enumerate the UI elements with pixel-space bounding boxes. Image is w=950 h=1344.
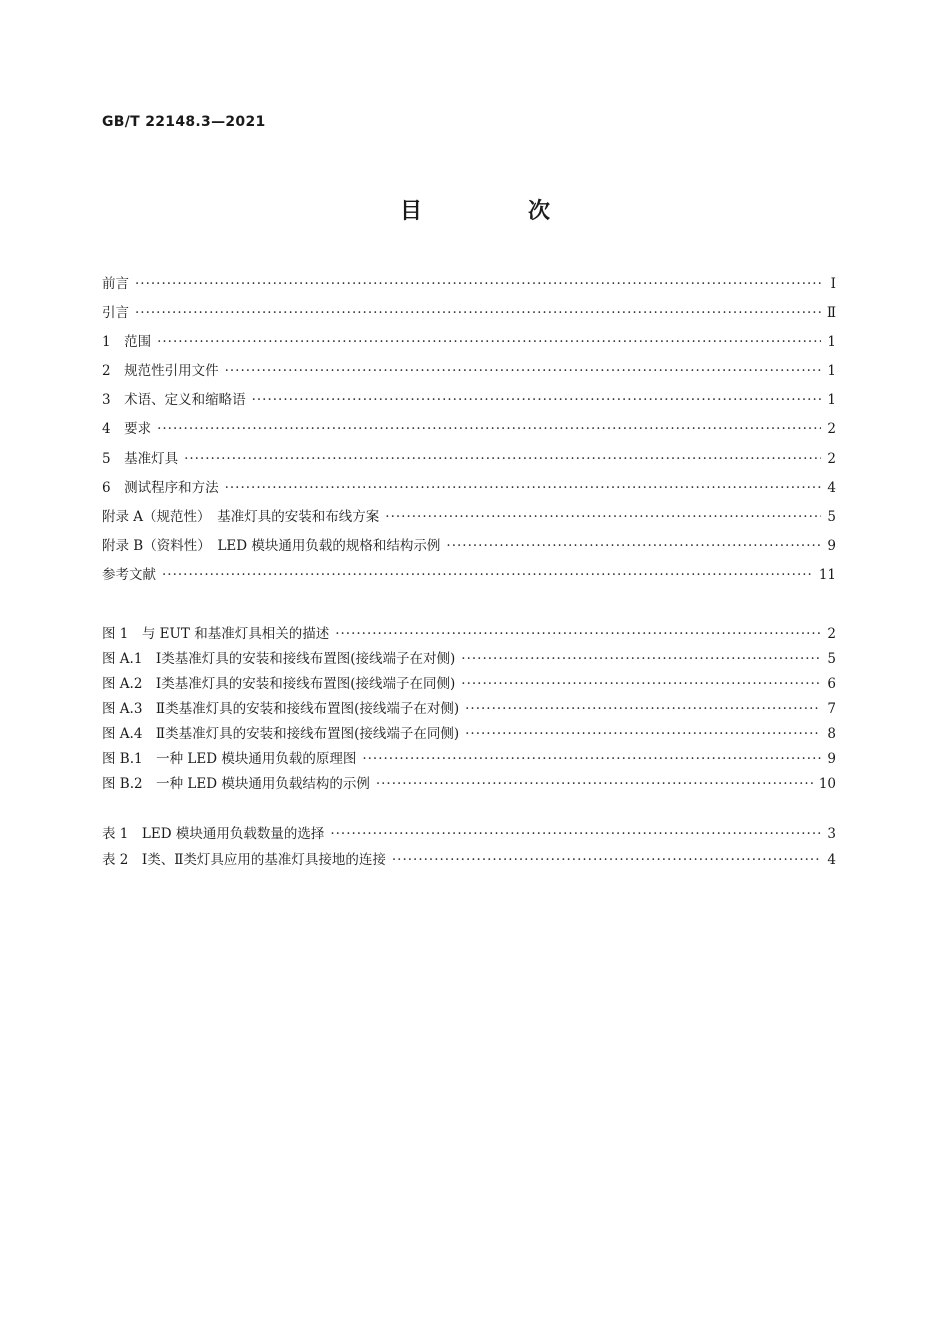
leader-dots: [362, 751, 821, 767]
toc-entry-label: 2 规范性引用文件: [102, 363, 219, 380]
document-code: GB/T 22148.3—2021: [102, 114, 266, 130]
leader-dots: [157, 421, 821, 437]
toc-entry-label: 4 要求: [102, 421, 152, 438]
leader-dots: [461, 676, 821, 692]
toc-entry[interactable]: [102, 509, 836, 538]
toc-entry[interactable]: [102, 480, 836, 509]
toc-figures-list: [102, 626, 836, 801]
toc-table-entry[interactable]: [102, 826, 836, 852]
toc-entry-page: 8: [827, 726, 836, 742]
toc-entry[interactable]: [102, 276, 836, 305]
toc-entry[interactable]: [102, 392, 836, 421]
toc-entry-page: 10: [818, 776, 836, 792]
leader-dots: [135, 305, 821, 321]
toc-entry-label: 图 B.2 一种 LED 模块通用负载结构的示例: [102, 776, 370, 792]
toc-entry-label: 5 基准灯具: [102, 450, 179, 467]
leader-dots: [225, 480, 822, 496]
toc-entry-page: 2: [827, 626, 836, 642]
toc-entry-label: 参考文献: [102, 566, 156, 583]
toc-entry-page: 5: [827, 508, 836, 525]
toc-entry-page: 9: [827, 751, 836, 767]
toc-figure-entry[interactable]: [102, 726, 836, 751]
toc-table-entry[interactable]: [102, 852, 836, 878]
leader-dots: [385, 509, 821, 525]
leader-dots: [376, 776, 813, 792]
toc-entry-page: 4: [827, 852, 836, 868]
toc-entry-label: 附录 A（规范性） 基准灯具的安装和布线方案: [102, 508, 380, 525]
toc-entry[interactable]: [102, 538, 836, 567]
toc-entry-page: 1: [827, 363, 836, 380]
toc-entry[interactable]: [102, 567, 836, 596]
toc-entry-label: 附录 B（资料性） LED 模块通用负载的规格和结构示例: [102, 537, 441, 554]
leader-dots: [446, 538, 821, 554]
toc-figure-entry[interactable]: [102, 651, 836, 676]
leader-dots: [335, 626, 821, 642]
page-title: 目 次: [399, 199, 592, 224]
leader-dots: [184, 451, 821, 467]
toc-entry[interactable]: [102, 451, 836, 480]
toc-entry-label: 引言: [102, 305, 129, 322]
toc-entry[interactable]: [102, 334, 836, 363]
toc-entry-label: 6 测试程序和方法: [102, 479, 219, 496]
toc-entry-page: 3: [827, 826, 836, 842]
toc-entry[interactable]: [102, 305, 836, 334]
toc-entry[interactable]: [102, 363, 836, 392]
toc-entry-page: 2: [827, 421, 836, 438]
leader-dots: [461, 651, 821, 667]
toc-entry-label: 1 范围: [102, 334, 152, 351]
toc-entry-label: 表 1 LED 模块通用负载数量的选择: [102, 826, 325, 842]
toc-entry-label: 图 B.1 一种 LED 模块通用负载的原理图: [102, 751, 357, 767]
toc-entry-page: 4: [827, 479, 836, 496]
toc-entry-page: 7: [827, 701, 836, 717]
toc-entry-page: 5: [827, 651, 836, 667]
leader-dots: [330, 826, 821, 842]
toc-entry[interactable]: [102, 421, 836, 450]
leader-dots: [465, 726, 821, 742]
toc-main-list: [102, 276, 836, 596]
leader-dots: [225, 363, 822, 379]
toc-entry-label: 图 A.4 Ⅱ类基准灯具的安装和接线布置图(接线端子在同侧): [102, 726, 460, 742]
leader-dots: [135, 276, 822, 292]
leader-dots: [157, 334, 821, 350]
toc-entry-page: Ⅱ: [826, 305, 836, 322]
toc-entry-page: 6: [827, 676, 836, 692]
toc-entry-label: 图 1 与 EUT 和基准灯具相关的描述: [102, 626, 330, 642]
toc-figure-entry[interactable]: [102, 701, 836, 726]
toc-entry-label: 前言: [102, 276, 129, 292]
toc-entry-label: 表 2 Ⅰ类、Ⅱ类灯具应用的基准灯具接地的连接: [102, 852, 386, 868]
toc-entry-page: 2: [827, 450, 836, 467]
toc-entry-label: 图 A.1 Ⅰ类基准灯具的安装和接线布置图(接线端子在对侧): [102, 651, 456, 667]
toc-entry-page: 9: [827, 537, 836, 554]
toc-tables-list: [102, 826, 836, 878]
toc-figure-entry[interactable]: [102, 776, 836, 801]
toc-entry-label: 图 A.3 Ⅱ类基准灯具的安装和接线布置图(接线端子在对侧): [102, 701, 460, 717]
toc-entry-label: 图 A.2 Ⅰ类基准灯具的安装和接线布置图(接线端子在同侧): [102, 676, 456, 692]
leader-dots: [162, 567, 813, 583]
toc-entry-page: 1: [827, 392, 836, 409]
toc-figure-entry[interactable]: [102, 676, 836, 701]
toc-figure-entry[interactable]: [102, 751, 836, 776]
leader-dots: [392, 852, 822, 868]
toc-entry-label: 3 术语、定义和缩略语: [102, 392, 246, 409]
toc-entry-page: 1: [827, 334, 836, 351]
toc-entry-page: 11: [818, 566, 836, 583]
toc-entry-page: Ⅰ: [830, 276, 836, 292]
leader-dots: [252, 392, 822, 408]
leader-dots: [465, 701, 821, 717]
toc-figure-entry[interactable]: [102, 626, 836, 651]
